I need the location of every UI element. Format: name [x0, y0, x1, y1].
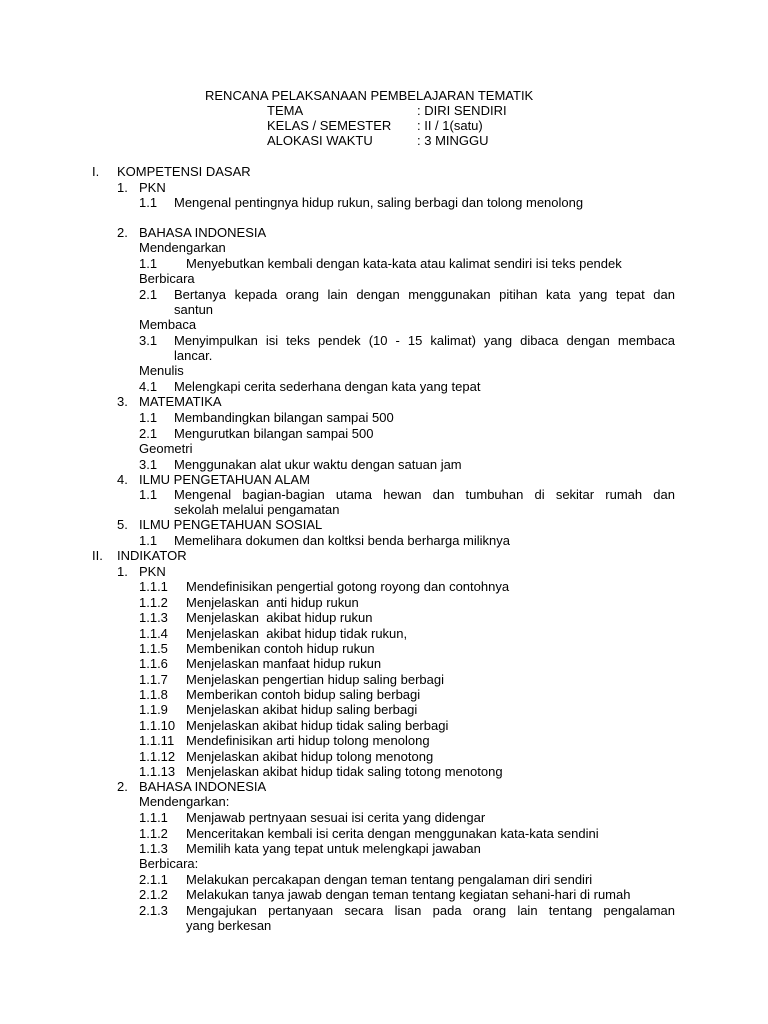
item-number: 1.1 — [139, 487, 158, 502]
indicator-text-continuation: yang berkesan — [186, 918, 272, 933]
indicator-text: Menjelaskan akibat hidup tolong menotong — [186, 749, 434, 764]
subject-number: 1. — [117, 180, 128, 195]
indicator-text: Menceritakan kembali isi cerita dengan menggunakan kata-kata sendini — [186, 826, 599, 841]
subsection-label: Mendengarkan — [139, 240, 226, 255]
subsection-label: Geometri — [139, 441, 193, 456]
indicator-text: Memberikan contoh bidup saling berbagi — [186, 687, 421, 702]
subject-title: ILMU PENGETAHUAN ALAM — [139, 472, 310, 487]
subject-title: ILMU PENGETAHUAN SOSIAL — [139, 517, 323, 532]
indicator-number: 1.1.9 — [139, 702, 168, 717]
indicator-number: 1.1.1 — [139, 579, 168, 594]
section-title: KOMPETENSI DASAR — [117, 164, 251, 179]
indicator-text: Memilih kata yang tepat untuk melengkapi jawaban — [186, 841, 481, 856]
indicator-number: 1.1.7 — [139, 672, 168, 687]
indicator-number: 1.1.2 — [139, 826, 168, 841]
item-text: Membandingkan bilangan sampai 500 — [174, 410, 394, 425]
item-number: 1.1 — [139, 533, 158, 548]
item-number: 2.1 — [139, 426, 158, 441]
subject-number: 2. — [117, 779, 128, 794]
item-text: Mengenal pentingnya hidup rukun, saling berbagi dan tolong menolong — [174, 195, 584, 210]
subject-title: BAHASA INDONESIA — [139, 779, 267, 794]
item-text-continuation: lancar. — [174, 348, 213, 363]
indicator-number: 2.1.1 — [139, 872, 168, 887]
indicator-text: Membenikan contoh hidup rukun — [186, 641, 375, 656]
indicator-number: 1.1.3 — [139, 841, 168, 856]
item-text-continuation: santun — [174, 302, 214, 317]
indicator-text: Mengajukan pertanyaan secara lisan pada orang lain tentang pengalaman — [186, 903, 675, 918]
meta-value-tema: : DIRI SENDIRI — [417, 103, 507, 118]
subject-title: PKN — [139, 564, 166, 579]
indicator-text: Menjelaskan akibat hidup tidak saling totong menotong — [186, 764, 503, 779]
indicator-number: 1.1.10 — [139, 718, 176, 733]
meta-label-tema: TEMA — [267, 103, 304, 118]
subject-title: BAHASA INDONESIA — [139, 225, 267, 240]
indicator-text: Menjelaskan anti hidup rukun — [186, 595, 359, 610]
indicator-text: Menjelaskan pengertian hidup saling berbagi — [186, 672, 445, 687]
indicator-text: Mendefinisikan pengertial gotong royong dan contohnya — [186, 579, 510, 594]
item-number: 4.1 — [139, 379, 158, 394]
indicator-number: 1.1.2 — [139, 595, 168, 610]
indicator-number: 1.1.1 — [139, 810, 168, 825]
section-title: INDIKATOR — [117, 548, 187, 563]
subject-number: 1. — [117, 564, 128, 579]
item-text: Menyimpulkan isi teks pendek (10 - 15 kalimat) yang dibaca dengan membaca — [174, 333, 675, 348]
indicator-text: Menjelaskan akibat hidup saling berbagi — [186, 702, 418, 717]
indicator-number: 1.1.5 — [139, 641, 168, 656]
indicator-text: Menjelaskan akibat hidup rukun — [186, 610, 373, 625]
indicator-text: Menjelaskan akibat hidup tidak rukun, — [186, 626, 408, 641]
item-text: Menggunakan alat ukur waktu dengan satuan jam — [174, 457, 462, 472]
item-text: Melengkapi cerita sederhana dengan kata yang tepat — [174, 379, 481, 394]
subsection-label: Berbicara: — [139, 856, 199, 871]
indicator-number: 1.1.11 — [139, 733, 175, 748]
section-number: I. — [92, 164, 100, 179]
item-text: Memelihara dokumen dan koltksi benda berharga miliknya — [174, 533, 511, 548]
indicator-text: Menjawab pertnyaan sesuai isi cerita yang didengar — [186, 810, 486, 825]
item-number: 1.1 — [139, 256, 158, 271]
subsection-label: Membaca — [139, 317, 197, 332]
subsection-label: Berbicara — [139, 271, 195, 286]
indicator-number: 1.1.12 — [139, 749, 176, 764]
indicator-number: 1.1.3 — [139, 610, 168, 625]
indicator-number: 1.1.4 — [139, 626, 168, 641]
indicator-text: Melakukan percakapan dengan teman tentang pengalaman diri sendiri — [186, 872, 593, 887]
indicator-text: Melakukan tanya jawab dengan teman tentang kegiatan sehani-hari di rumah — [186, 887, 631, 902]
indicator-number: 1.1.13 — [139, 764, 176, 779]
item-text-continuation: sekolah melalui pengamatan — [174, 502, 340, 517]
item-text: Mengenal bagian-bagian utama hewan dan tumbuhan di sekitar rumah dan — [174, 487, 675, 502]
indicator-text: Menjelaskan manfaat hidup rukun — [186, 656, 382, 671]
item-number: 3.1 — [139, 457, 158, 472]
subject-number: 4. — [117, 472, 128, 487]
subject-title: MATEMATIKA — [139, 394, 222, 409]
meta-value-kelas: : II / 1(satu) — [417, 118, 483, 133]
item-number: 2.1 — [139, 287, 158, 302]
indicator-text: Mendefinisikan arti hidup tolong menolong — [186, 733, 430, 748]
subject-title: PKN — [139, 180, 166, 195]
subsection-label: Menulis — [139, 363, 184, 378]
item-text: Bertanya kepada orang lain dengan menggunakan pitihan kata yang tepat dan — [174, 287, 675, 302]
item-number: 3.1 — [139, 333, 158, 348]
subject-number: 5. — [117, 517, 128, 532]
meta-label-alokasi: ALOKASI WAKTU — [267, 133, 373, 148]
subject-number: 3. — [117, 394, 128, 409]
item-text: Menyebutkan kembali dengan kata-kata atau kalimat sendiri isi teks pendek — [186, 256, 622, 271]
subject-number: 2. — [117, 225, 128, 240]
subsection-label: Mendengarkan: — [139, 794, 230, 809]
indicator-text: Menjelaskan akibat hidup tidak saling berbagi — [186, 718, 449, 733]
indicator-number: 1.1.8 — [139, 687, 168, 702]
item-number: 1.1 — [139, 410, 158, 425]
indicator-number: 1.1.6 — [139, 656, 168, 671]
section-number: II. — [92, 548, 103, 563]
meta-label-kelas: KELAS / SEMESTER — [267, 118, 392, 133]
item-number: 1.1 — [139, 195, 158, 210]
indicator-number: 2.1.3 — [139, 903, 168, 918]
meta-value-alokasi: : 3 MINGGU — [417, 133, 489, 148]
item-text: Mengurutkan bilangan sampai 500 — [174, 426, 374, 441]
document-title: RENCANA PELAKSANAAN PEMBELAJARAN TEMATIK — [205, 88, 534, 103]
indicator-number: 2.1.2 — [139, 887, 168, 902]
